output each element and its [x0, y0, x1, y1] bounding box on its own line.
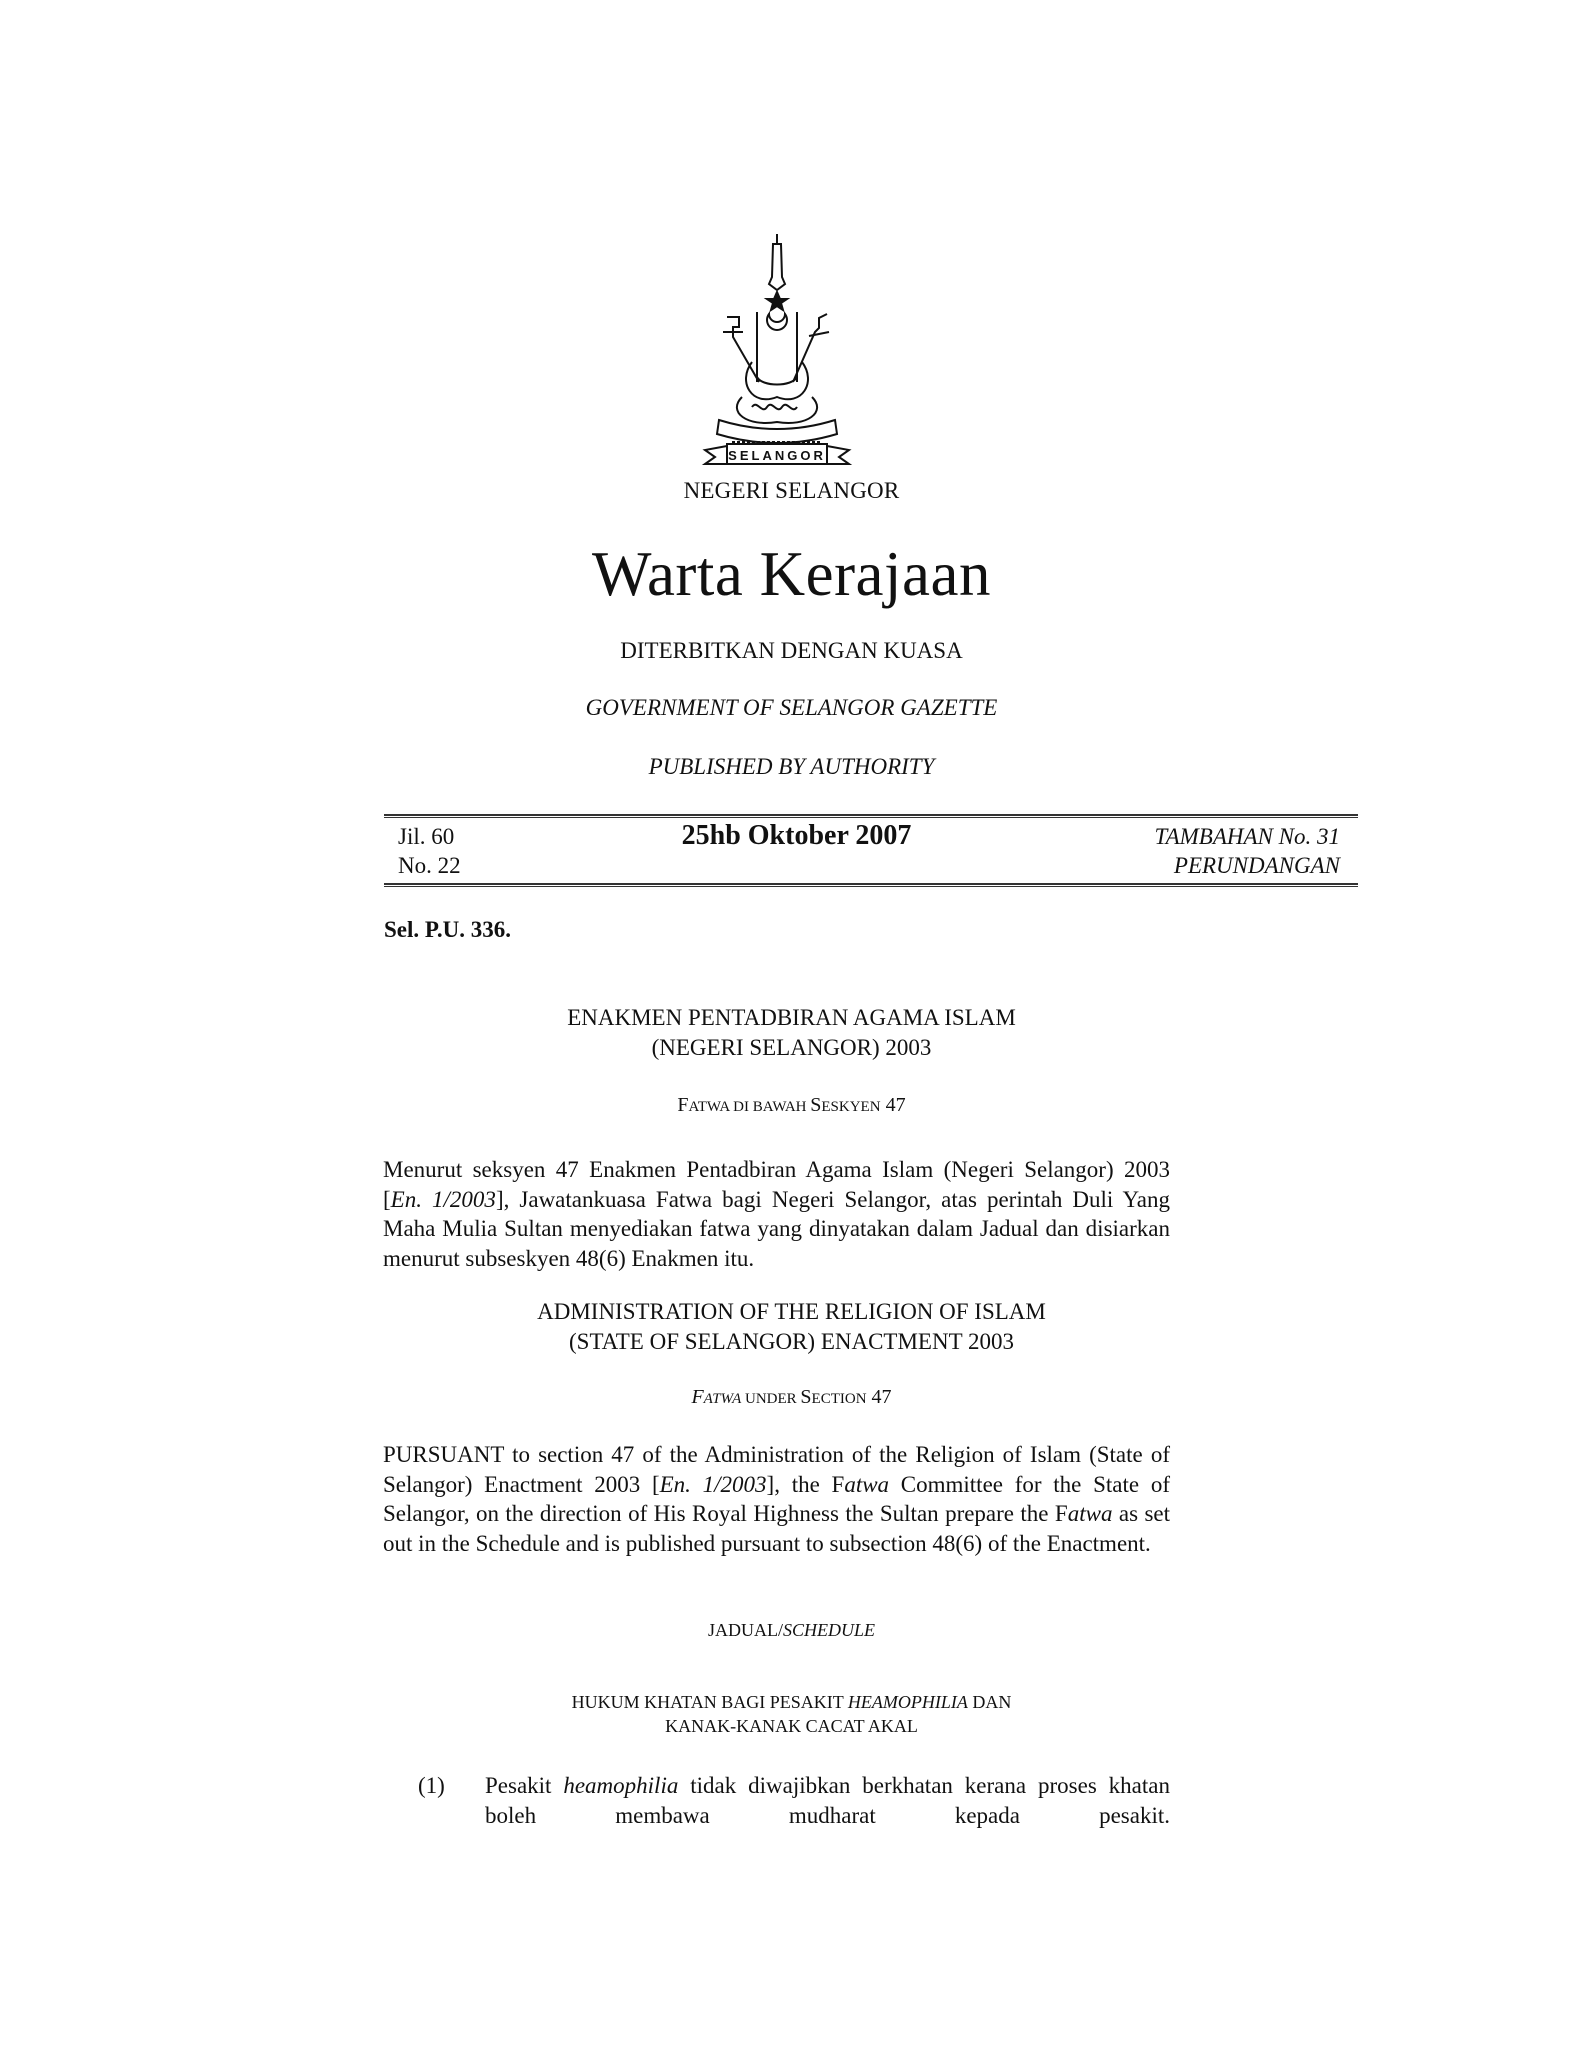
para-text: PURSUANT to section 47 of the Administration of the Religion of Islam (State of Selangor) Enactment 2003 [: [383, 1442, 1170, 1497]
enactment-citation: En. 1/2003: [659, 1471, 767, 1497]
enactment-citation: En. 1/2003: [390, 1186, 496, 1212]
item-italic-term: heamophilia: [563, 1773, 679, 1798]
subheading-number: 47: [880, 1094, 906, 1116]
supplement-category: PERUNDANGAN: [1173, 853, 1340, 878]
preamble-paragraph-english: [383, 1440, 1170, 1558]
gazette-title: Warta Kerajaan: [592, 539, 991, 609]
subheading-number: 47: [866, 1386, 892, 1408]
para-text: Committee for the State of Selangor, on the direction of His Royal Highness the Sultan prepare the F: [383, 1471, 1170, 1526]
published-by-authority-malay: DITERBITKAN DENGAN KUASA: [620, 638, 963, 663]
state-name: NEGERI SELANGOR: [683, 478, 900, 503]
schedule-title-malay: JADUAL/: [707, 1620, 783, 1640]
heading-line-1: ENAKMEN PENTADBIRAN AGAMA ISLAM: [567, 1005, 1016, 1030]
gazette-name-english: GOVERNMENT OF SELANGOR GAZETTE: [585, 695, 998, 720]
fatwa-subheading-english: [0, 1386, 1583, 1409]
subheading-smallcaps: ESKYEN: [821, 1099, 881, 1115]
schedule-title: [0, 1620, 1583, 1641]
schedule-heading-line-1: [0, 1690, 1583, 1714]
subheading-smallcaps: ECTION: [811, 1391, 867, 1407]
enactment-heading-english: [0, 1297, 1583, 1357]
schedule-title-english: SCHEDULE: [782, 1620, 875, 1640]
subheading-cap: F: [677, 1094, 689, 1116]
heading-line-2: (STATE OF SELANGOR) ENACTMENT 2003: [569, 1329, 1014, 1354]
subheading-smallcaps: UNDER: [741, 1391, 801, 1407]
schedule-item-text: [485, 1771, 1170, 1830]
subheading-cap: F: [691, 1386, 704, 1408]
subheading-cap: S: [810, 1094, 822, 1116]
subheading-smallcaps: ATWA DI BAWAH: [688, 1099, 811, 1115]
italic-term: atwa: [844, 1471, 890, 1497]
item-text: tidak diwajibkan berkhatan kerana proses khatan boleh membawa mudharat kepada pesakit.: [485, 1773, 1170, 1828]
para-text: ], Jawatankuasa Fatwa bagi Negeri Selangor, atas perintah Duli Yang Maha Mulia Sultan menyediakan fatwa yang dinyatakan dalam Jadual dan disiarkan menurut subseskyen 48(6) Enakmen itu.: [383, 1186, 1170, 1271]
issue-number: No. 22: [398, 853, 461, 878]
supplement-number: TAMBAHAN No. 31: [1154, 824, 1340, 849]
reference-number: Sel. P.U. 336.: [384, 917, 511, 942]
volume-number: Jil. 60: [398, 824, 455, 849]
italic-term: atwa: [1067, 1501, 1113, 1526]
preamble-paragraph-malay: [383, 1155, 1170, 1273]
header-rule-bottom: [384, 883, 1358, 887]
schedule-heading-line-2: KANAK-KANAK CACAT AKAL: [665, 1716, 918, 1736]
subheading-smallcaps: ATWA: [703, 1391, 742, 1407]
schedule-heading: [0, 1690, 1583, 1738]
enactment-heading-malay: [0, 1003, 1583, 1063]
para-text: as set out in the Schedule and is published pursuant to subsection 48(6) of the Enactment.: [383, 1501, 1170, 1556]
heading-text: HUKUM KHATAN BAGI PESAKIT: [571, 1692, 848, 1712]
heading-italic-term: HEAMOPHILIA: [847, 1692, 968, 1712]
heading-line-1: ADMINISTRATION OF THE RELIGION OF ISLAM: [537, 1299, 1046, 1324]
selangor-crest-icon: [697, 232, 857, 468]
fatwa-subheading-malay: [0, 1094, 1583, 1117]
published-by-authority-english: PUBLISHED BY AUTHORITY: [648, 754, 935, 779]
subheading-cap: S: [800, 1386, 812, 1408]
para-text: Menurut seksyen 47 Enakmen Pentadbiran Agama Islam (Negeri Selangor) 2003 [: [383, 1157, 1170, 1212]
issue-date: 25hb Oktober 2007: [681, 820, 912, 851]
item-text: Pesakit: [485, 1773, 564, 1798]
heading-line-2: (NEGERI SELANGOR) 2003: [651, 1035, 932, 1060]
supplement-info: [1155, 822, 1340, 880]
heading-text: DAN: [967, 1692, 1012, 1712]
header-rule-top: [384, 814, 1358, 818]
schedule-item-number: (1): [418, 1773, 445, 1798]
para-text: ], the F: [766, 1471, 845, 1497]
svg-text:SELANGOR: SELANGOR: [728, 448, 826, 463]
